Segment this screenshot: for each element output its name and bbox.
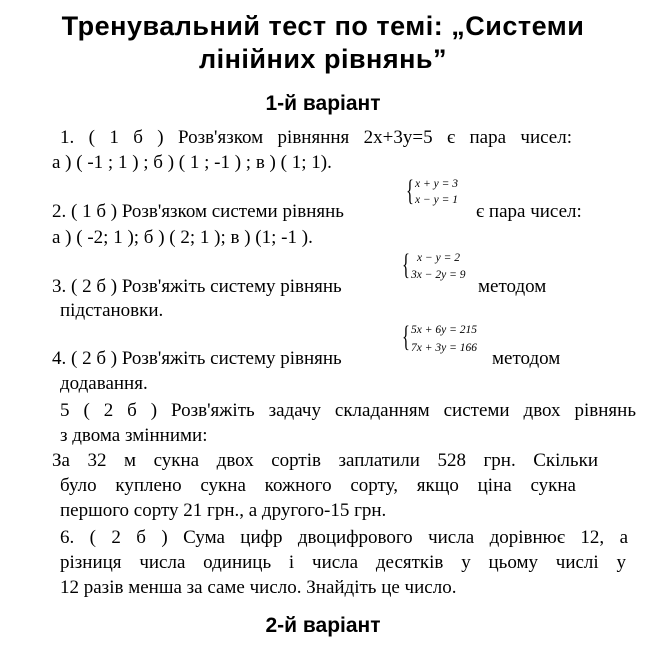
question-6-line2: різниця числа одиниць і числа десятків у цьому числі у [60, 552, 626, 573]
question-5-line1: 5 ( 2 б ) Розв'яжіть задачу складанням системи двох рівнянь [60, 400, 636, 421]
question-4-prefix: 4. ( 2 б ) Розв'яжіть систему рівнянь [52, 348, 342, 369]
question-5-line4: було куплено сукна кожного сорту, якщо ціна сукна [60, 475, 576, 496]
question-2-options: а ) ( -2; 1 ); б ) ( 2; 1 ); в ) (1; -1 ). [52, 227, 313, 248]
question-5-line3: За 32 м сукна двох сортів заплатили 528 грн. Скільки [52, 450, 598, 471]
brace-symbol: { [402, 320, 410, 353]
system-eq1: x − y = 2 [417, 252, 460, 264]
question-2-suffix: є пара чисел: [476, 201, 582, 222]
question-1-options: а ) ( -1 ; 1 ) ; б ) ( 1 ; -1 ) ; в ) ( 1; 1). [52, 152, 332, 173]
brace-symbol: { [406, 174, 414, 207]
variant-2-heading: 2-й варіант [265, 614, 381, 637]
question-6-line3: 12 разів менша за саме число. Знайдіть це число. [60, 577, 457, 598]
question-3-prefix: 3. ( 2 б ) Розв'яжіть систему рівнянь [52, 276, 342, 297]
brace-symbol: { [402, 248, 410, 281]
test-title-line2: лінійних рівнянь” [198, 44, 448, 74]
question-3-suffix: методом [478, 276, 547, 297]
system-eq2: 3x − 2y = 9 [411, 269, 466, 281]
question-5-line5: першого сорту 21 грн., а другого-15 грн. [60, 500, 387, 521]
system-eq2: x − y = 1 [415, 194, 458, 206]
question-4-line2: додавання. [60, 373, 148, 394]
question-5-line2: з двома змінними: [60, 425, 208, 446]
system-eq1: x + y = 3 [415, 178, 458, 190]
question-1-text: 1. ( 1 б ) Розв'язком рівняння 2х+3у=5 є пара чисел: [60, 127, 572, 148]
test-title-line1: Тренувальний тест по темі: „Системи [61, 11, 585, 41]
question-6-line1: 6. ( 2 б ) Сума цифр двоцифрового числа дорівнює 12, а [60, 527, 628, 548]
question-2-prefix: 2. ( 1 б ) Розв'язком системи рівнянь [52, 201, 344, 222]
system-eq1: 5x + 6y = 215 [411, 324, 477, 336]
question-3-line2: підстановки. [60, 300, 164, 321]
variant-1-heading: 1-й варіант [265, 92, 381, 115]
question-4-suffix: методом [492, 348, 561, 369]
system-eq2: 7x + 3y = 166 [411, 342, 477, 354]
